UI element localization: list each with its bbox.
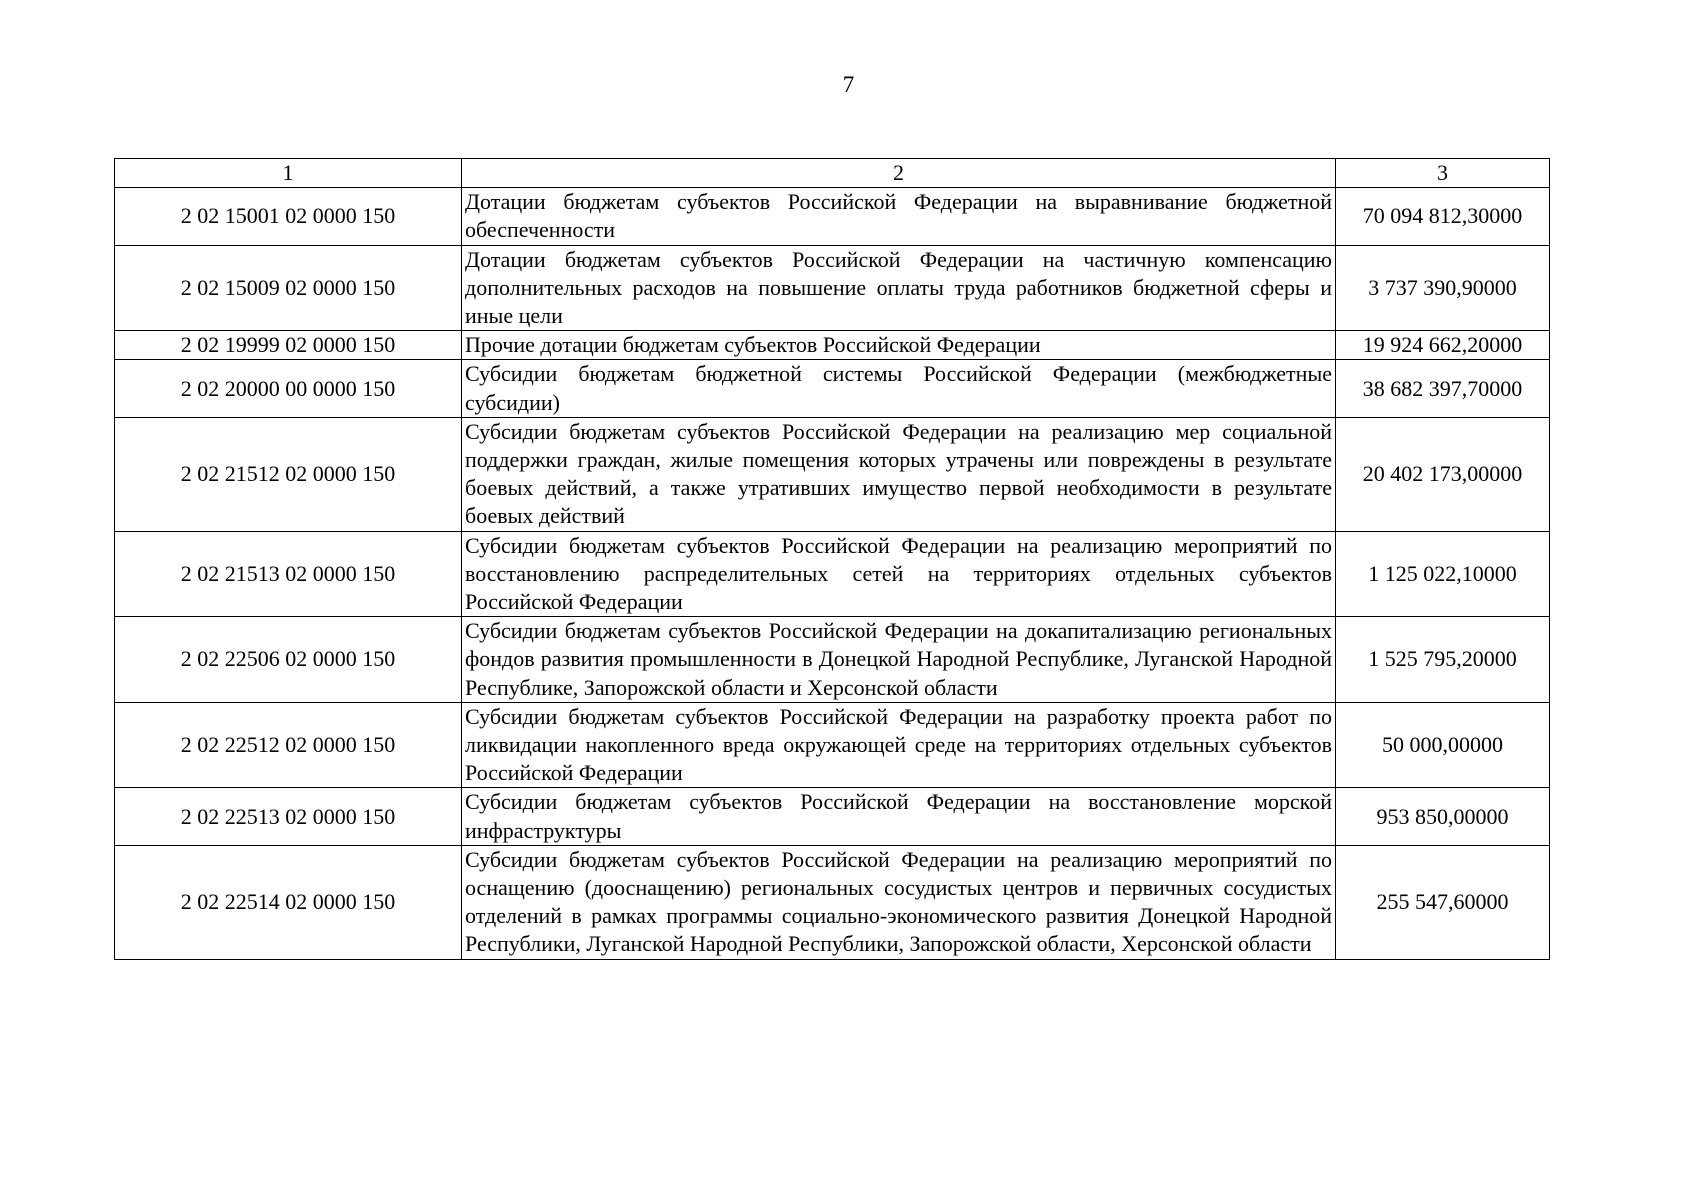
table-header-row	[115, 159, 1550, 188]
amount-cell: 70 094 812,30000	[1336, 188, 1550, 245]
column-header-amount: 3	[1336, 159, 1550, 188]
table-row	[115, 788, 1550, 845]
table-row	[115, 360, 1550, 417]
amount-cell: 19 924 662,20000	[1336, 331, 1550, 360]
column-header-description: 2	[462, 159, 1336, 188]
budget-code-cell: 2 02 20000 00 0000 150	[115, 360, 462, 417]
table-row	[115, 188, 1550, 245]
budget-code-cell: 2 02 22512 02 0000 150	[115, 702, 462, 788]
description-cell: Субсидии бюджетам субъектов Российской Федерации на реализацию мероприятий по оснащению (дооснащению) региональных сосудистых центров и первичных сосудистых отделений в рамках программы социально-экономического развития Донецкой Народной Республики, Луганской Народной Республики, Запорожской области, Херсонской области	[462, 845, 1336, 959]
description-cell: Субсидии бюджетам субъектов Российской Федерации на реализацию мероприятий по восстановлению распределительных сетей на территориях отдельных субъектов Российской Федерации	[462, 531, 1336, 617]
budget-code-cell: 2 02 21513 02 0000 150	[115, 531, 462, 617]
budget-code-cell: 2 02 19999 02 0000 150	[115, 331, 462, 360]
amount-cell: 3 737 390,90000	[1336, 245, 1550, 331]
budget-code-cell: 2 02 22513 02 0000 150	[115, 788, 462, 845]
description-cell: Дотации бюджетам субъектов Российской Федерации на выравнивание бюджетной обеспеченности	[462, 188, 1336, 245]
budget-code-cell: 2 02 15009 02 0000 150	[115, 245, 462, 331]
amount-cell: 953 850,00000	[1336, 788, 1550, 845]
table-row	[115, 417, 1550, 531]
table-row	[115, 617, 1550, 703]
description-cell: Дотации бюджетам субъектов Российской Федерации на частичную компенсацию дополнительных расходов на повышение оплаты труда работников бюджетной сферы и иные цели	[462, 245, 1336, 331]
page-number: 7	[842, 72, 855, 97]
description-cell: Субсидии бюджетам бюджетной системы Российской Федерации (межбюджетные субсидии)	[462, 360, 1336, 417]
budget-code-cell: 2 02 22506 02 0000 150	[115, 617, 462, 703]
description-cell: Субсидии бюджетам субъектов Российской Федерации на разработку проекта работ по ликвидации накопленного вреда окружающей среде на территориях отдельных субъектов Российской Федерации	[462, 702, 1336, 788]
column-header-code: 1	[115, 159, 462, 188]
amount-cell: 1 125 022,10000	[1336, 531, 1550, 617]
budget-code-cell: 2 02 22514 02 0000 150	[115, 845, 462, 959]
description-cell: Субсидии бюджетам субъектов Российской Федерации на восстановление морской инфраструктуры	[462, 788, 1336, 845]
amount-cell: 50 000,00000	[1336, 702, 1550, 788]
amount-cell: 20 402 173,00000	[1336, 417, 1550, 531]
budget-revenue-table	[114, 158, 1550, 960]
amount-cell: 1 525 795,20000	[1336, 617, 1550, 703]
description-cell: Субсидии бюджетам субъектов Российской Федерации на реализацию мер социальной поддержки граждан, жилые помещения которых утрачены или повреждены в результате боевых действий, а также утративших имущество первой необходимости в результате боевых действий	[462, 417, 1336, 531]
budget-code-cell: 2 02 15001 02 0000 150	[115, 188, 462, 245]
table-row	[115, 531, 1550, 617]
budget-code-cell: 2 02 21512 02 0000 150	[115, 417, 462, 531]
description-cell: Прочие дотации бюджетам субъектов Российской Федерации	[462, 331, 1336, 360]
table-row	[115, 245, 1550, 331]
amount-cell: 255 547,60000	[1336, 845, 1550, 959]
description-cell: Субсидии бюджетам субъектов Российской Федерации на докапитализацию региональных фондов развития промышленности в Донецкой Народной Республике, Луганской Народной Республике, Запорожской области и Херсонской области	[462, 617, 1336, 703]
table-row	[115, 845, 1550, 959]
table-row	[115, 702, 1550, 788]
amount-cell: 38 682 397,70000	[1336, 360, 1550, 417]
table-row	[115, 331, 1550, 360]
